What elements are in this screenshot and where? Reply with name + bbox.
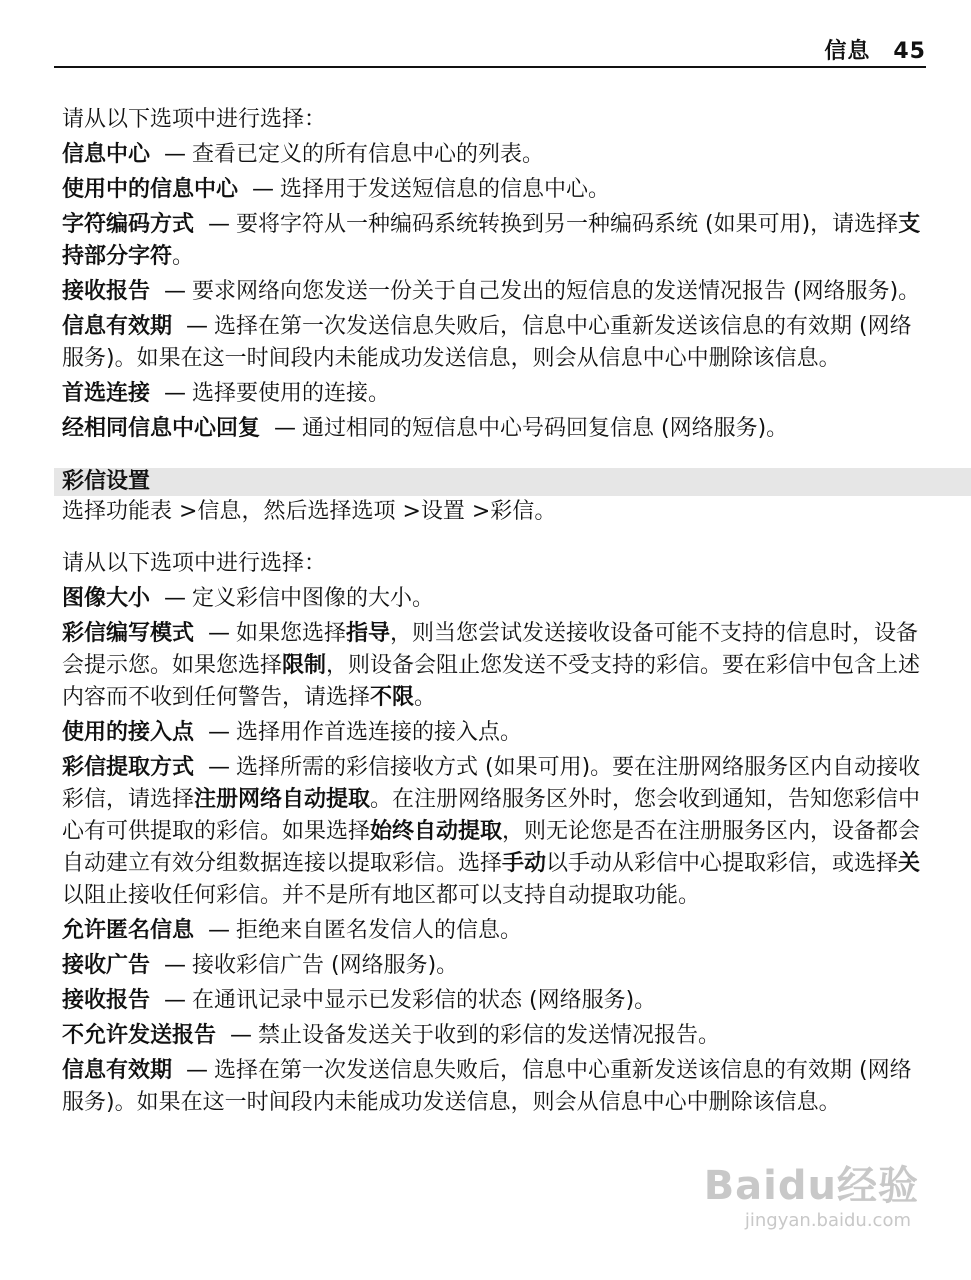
setting-term: 彩信编写模式	[62, 621, 195, 646]
watermark	[669, 1162, 919, 1242]
menu-path-segment: 。	[534, 499, 557, 524]
setting-description: ，则当您尝试发送接收设备可能不支持的信息时，设备会提示您。如果您选择	[62, 621, 919, 678]
setting-item	[62, 752, 926, 912]
option-name: 限制	[282, 653, 327, 678]
setting-description: 选择所需的彩信接收方式 (如果可用)。要在注册网络服务区内自动接收彩信，请选择	[62, 755, 921, 812]
setting-item	[62, 378, 926, 410]
setting-description: 以手动从彩信中心提取彩信，或选择	[546, 851, 899, 876]
watermark-url: jingyan.baidu.com	[744, 1210, 911, 1231]
setting-item	[62, 1055, 926, 1119]
em-dash: —	[164, 953, 187, 978]
setting-item	[62, 311, 926, 375]
setting-description: 选择要使用的连接。	[192, 381, 391, 406]
setting-term: 信息有效期	[62, 1058, 173, 1083]
setting-term: 接收报告	[62, 988, 151, 1013]
sms-intro: 请从以下选项中进行选择：	[62, 107, 327, 132]
option-name: 支持部分字符	[62, 212, 921, 269]
em-dash: —	[208, 212, 231, 237]
setting-term: 信息有效期	[62, 314, 173, 339]
mms-section-title: 彩信设置	[54, 468, 971, 496]
setting-description: 要将字符从一种编码系统转换到另一种编码系统 (如果可用)，请选择	[236, 212, 899, 237]
setting-term: 接收广告	[62, 953, 151, 978]
option-name: 不限	[370, 685, 415, 710]
em-dash: —	[208, 918, 231, 943]
page-content	[62, 104, 926, 1122]
setting-term: 使用的接入点	[62, 720, 195, 745]
setting-description: 在通讯记录中显示已发彩信的状态 (网络服务)。	[192, 988, 657, 1013]
setting-item	[62, 1020, 926, 1052]
em-dash: —	[208, 755, 231, 780]
em-dash: —	[230, 1023, 253, 1048]
setting-item	[62, 985, 926, 1017]
sms-settings-list	[62, 139, 926, 445]
setting-item	[62, 413, 926, 445]
em-dash: —	[164, 381, 187, 406]
setting-term: 信息中心	[62, 142, 151, 167]
menu-path-segment: >彩信	[471, 499, 535, 524]
setting-description: 。	[414, 685, 437, 710]
page-header	[54, 36, 926, 68]
menu-path-segment: >设置	[402, 499, 472, 524]
setting-item	[62, 618, 926, 714]
setting-item	[62, 583, 926, 615]
setting-description: 禁止设备发送关于收到的彩信的发送情况报告。	[258, 1023, 721, 1048]
menu-path-segment: >信息	[179, 499, 242, 524]
setting-term: 使用中的信息中心	[62, 177, 239, 202]
setting-description: 要求网络向您发送一份关于自己发出的短信息的发送情况报告 (网络服务)。	[192, 279, 921, 304]
setting-item	[62, 915, 926, 947]
setting-description: 查看已定义的所有信息中心的列表。	[192, 142, 545, 167]
setting-description: 。在注册网络服务区外时，您会收到通知，告知您彩信中心有可供提取的彩信。如果选择	[62, 787, 921, 844]
setting-description: 选择用于发送短信息的信息中心。	[280, 177, 611, 202]
em-dash: —	[186, 314, 209, 339]
option-name: 指导	[346, 621, 391, 646]
option-name: 注册网络自动提取	[194, 787, 371, 812]
setting-term: 字符编码方式	[62, 212, 195, 237]
em-dash: —	[274, 416, 297, 441]
setting-description: 接收彩信广告 (网络服务)。	[192, 953, 459, 978]
em-dash: —	[164, 586, 187, 611]
setting-term: 彩信提取方式	[62, 755, 195, 780]
setting-item	[62, 717, 926, 749]
setting-item	[62, 276, 926, 308]
option-name: 手动	[502, 851, 547, 876]
setting-term: 图像大小	[62, 586, 151, 611]
setting-term: 接收报告	[62, 279, 151, 304]
setting-description: ，则无论您是否在注册服务区内，设备都会自动建立有效分组数据连接以提取彩信。选择	[62, 819, 921, 876]
em-dash: —	[186, 1058, 209, 1083]
setting-description: 。	[172, 244, 195, 269]
mms-intro: 请从以下选项中进行选择：	[62, 551, 327, 576]
setting-description: 如果您选择	[236, 621, 347, 646]
em-dash: —	[164, 142, 187, 167]
setting-description: 通过相同的短信息中心号码回复信息 (网络服务)。	[302, 416, 789, 441]
menu-path-segment: 选择功能表	[62, 499, 179, 524]
setting-item	[62, 174, 926, 206]
setting-description: 选择用作首选连接的接入点。	[236, 720, 523, 745]
em-dash: —	[208, 621, 231, 646]
setting-item	[62, 209, 926, 273]
em-dash: —	[164, 988, 187, 1013]
setting-description: 以阻止接收任何彩信。并不是所有地区都可以支持自动提取功能。	[62, 883, 701, 908]
setting-description: 选择在第一次发送信息失败后，信息中心重新发送该信息的有效期 (网络服务)。如果在这一时间段内未能成功发送信息，则会从信息中心中删除该信息。	[62, 1058, 912, 1115]
setting-item	[62, 950, 926, 982]
option-name: 关	[898, 851, 921, 876]
mms-menu-path	[62, 496, 926, 528]
setting-term: 不允许发送报告	[62, 1023, 217, 1048]
setting-description: ，则设备会阻止您发送不受支持的彩信。要在彩信中包含上述内容而不收到任何警告，请选择	[62, 653, 921, 710]
watermark-logo: Baidu经验	[703, 1163, 919, 1209]
em-dash: —	[208, 720, 231, 745]
setting-description: 选择在第一次发送信息失败后，信息中心重新发送该信息的有效期 (网络服务)。如果在这一时间段内未能成功发送信息，则会从信息中心中删除该信息。	[62, 314, 912, 371]
setting-term: 首选连接	[62, 381, 151, 406]
mms-settings-list	[62, 583, 926, 1119]
setting-description: 拒绝来自匿名发信人的信息。	[236, 918, 523, 943]
setting-term: 允许匿名信息	[62, 918, 195, 943]
option-name: 始终自动提取	[370, 819, 503, 844]
setting-description: 定义彩信中图像的大小。	[192, 586, 435, 611]
page-title: 信息 45	[824, 39, 926, 64]
setting-term: 经相同信息中心回复	[62, 416, 261, 441]
setting-item	[62, 139, 926, 171]
em-dash: —	[164, 279, 187, 304]
menu-path-segment: ，然后选择选项	[241, 499, 403, 524]
em-dash: —	[252, 177, 275, 202]
